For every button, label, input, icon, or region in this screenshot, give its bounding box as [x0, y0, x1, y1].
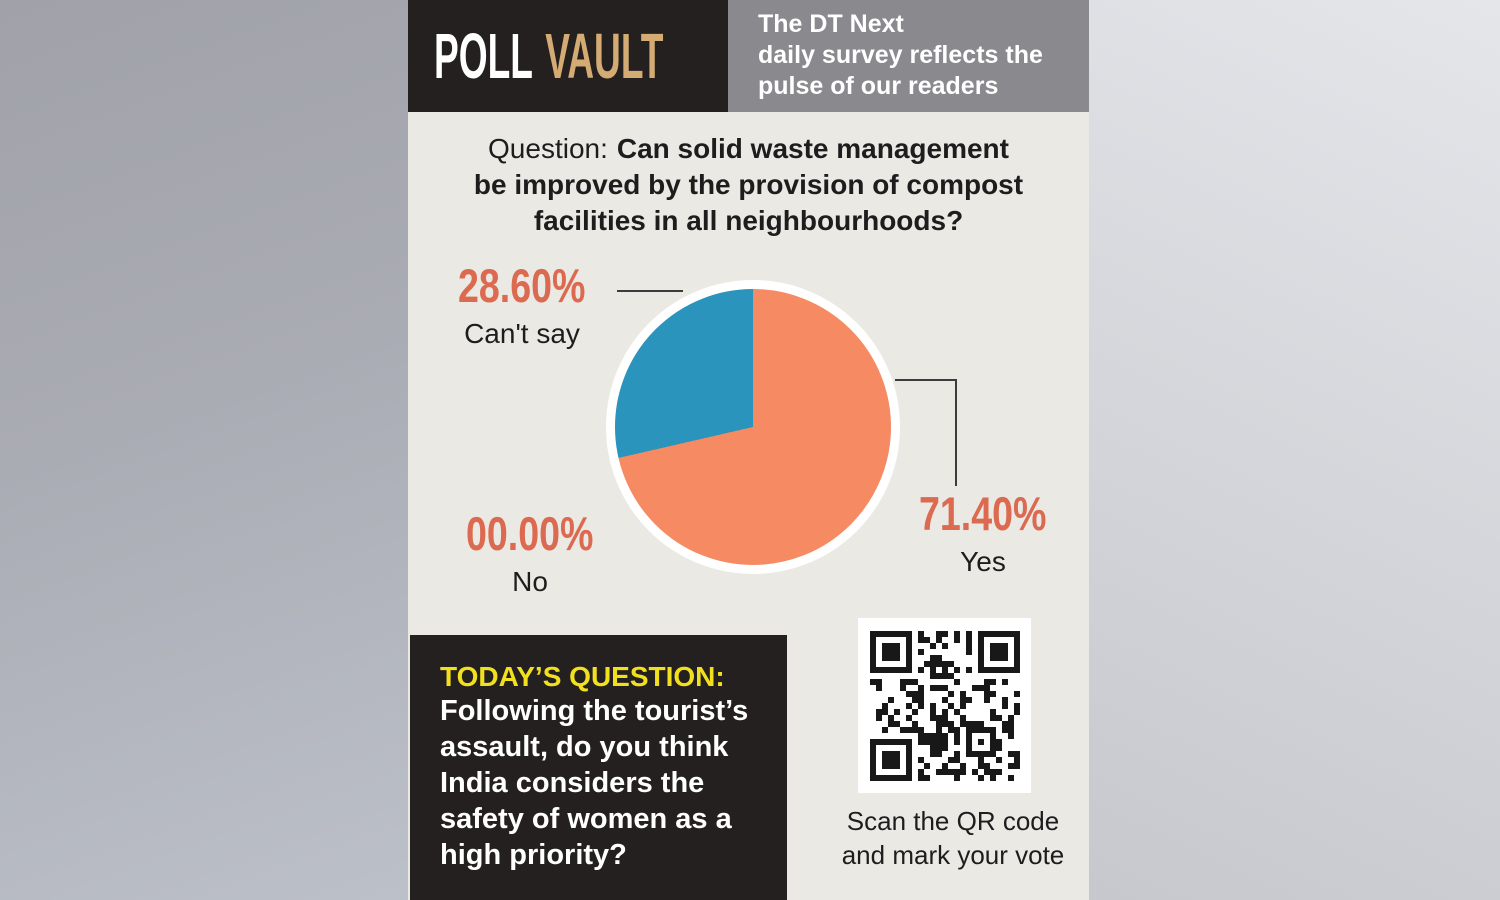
- leader-line-yes-vertical: [955, 379, 957, 486]
- yes-label: Yes: [960, 546, 1006, 577]
- cant-say-percentage: 28.60%: [458, 259, 586, 312]
- brand-title: [419, 20, 664, 92]
- no-percentage: 00.00%: [466, 507, 594, 560]
- callout-yes: [873, 487, 1093, 577]
- pie-chart: [606, 280, 900, 574]
- todays-question-line: safety of women as a: [440, 803, 732, 835]
- poll-infographic-panel: [408, 0, 1089, 900]
- qr-code-image: [870, 631, 1020, 781]
- todays-question-box: [410, 635, 787, 900]
- no-label: No: [512, 566, 548, 597]
- question-line-2: be improved by the provision of compost: [473, 169, 1024, 200]
- tagline-line: pulse of our readers: [758, 72, 999, 100]
- callout-no: [420, 507, 640, 597]
- yes-percentage: 71.40%: [919, 487, 1047, 540]
- backdrop-right: [1089, 0, 1500, 900]
- tagline-line: daily survey reflects the: [758, 41, 1043, 69]
- todays-question-line: high priority?: [440, 839, 627, 871]
- question-line-3: facilities in all neighbourhoods?: [533, 205, 964, 236]
- tagline-box: [728, 0, 1089, 112]
- backdrop-left: [0, 0, 408, 900]
- brand-box: [408, 0, 728, 112]
- qr-caption: [833, 804, 1073, 872]
- brand-word-poll: POLL: [434, 20, 533, 92]
- leader-line-yes-horizontal: [895, 379, 957, 381]
- question-line: [408, 131, 1089, 167]
- todays-question-line: India considers the: [440, 767, 705, 799]
- tagline-line: The DT Next: [758, 10, 904, 38]
- qr-code: [858, 618, 1031, 793]
- question-line-1: Can solid waste management: [616, 133, 1009, 164]
- qr-caption-line: Scan the QR code: [846, 806, 1060, 836]
- brand-word-vault: VAULT: [545, 20, 664, 92]
- question-prefix: Question:: [488, 133, 608, 164]
- callout-cant-say: [412, 259, 632, 349]
- todays-question-heading: TODAY’S QUESTION:: [440, 661, 725, 692]
- cant-say-label: Can't say: [464, 318, 580, 349]
- todays-question-line: assault, do you think: [440, 731, 729, 763]
- todays-question-line: Following the tourist’s: [440, 695, 749, 727]
- qr-caption-line: and mark your vote: [841, 840, 1065, 870]
- poll-question: [408, 131, 1089, 239]
